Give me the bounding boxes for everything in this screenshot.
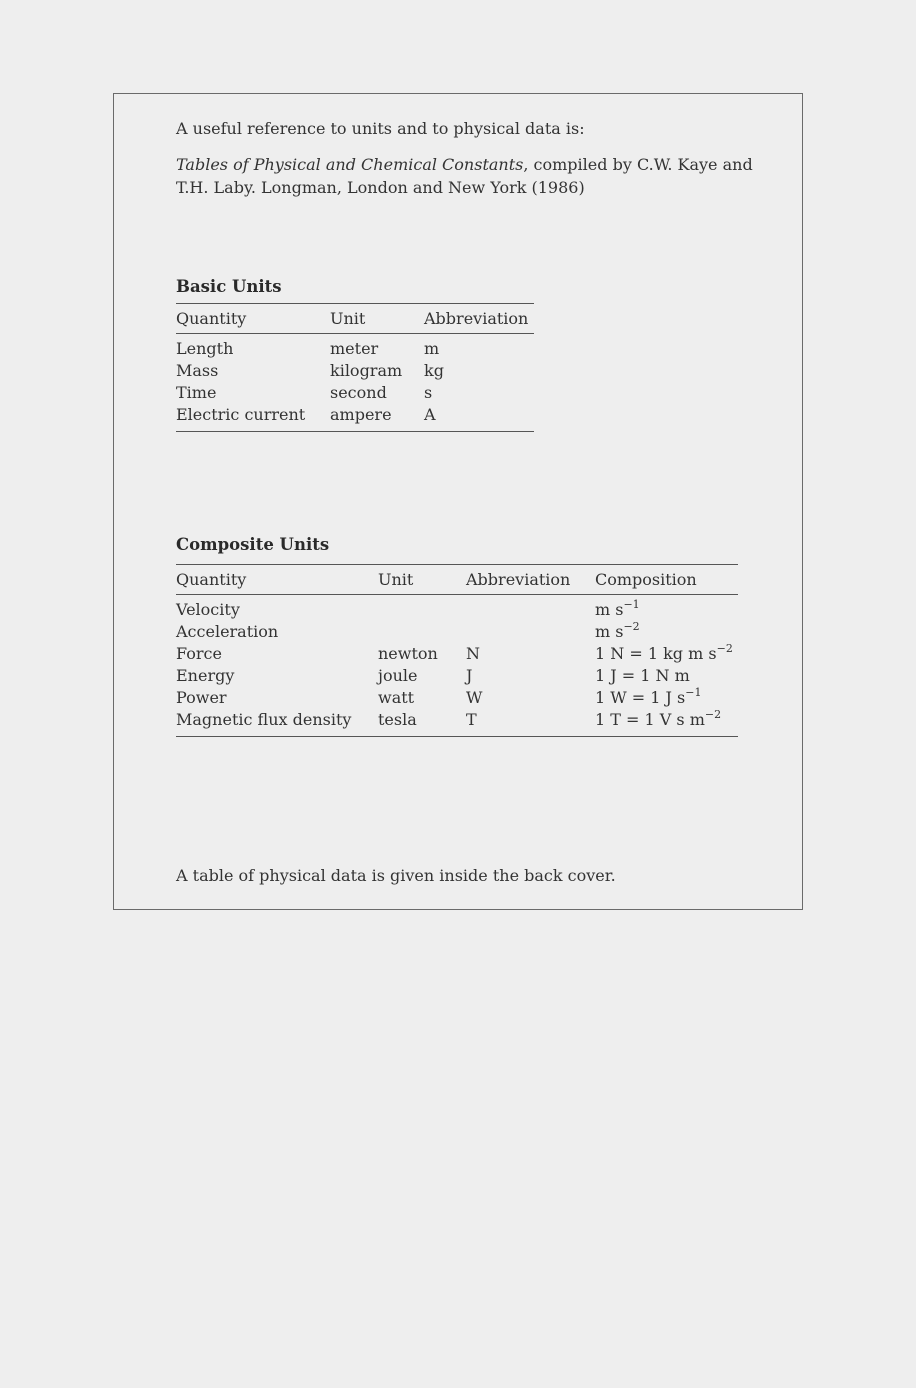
cell-quantity: Magnetic flux density xyxy=(176,710,352,729)
column-header: Composition xyxy=(595,570,697,589)
citation-line2: T.H. Laby. Longman, London and New York (1986) xyxy=(176,178,585,197)
column-header: Unit xyxy=(378,570,414,589)
cell-quantity: Acceleration xyxy=(176,622,279,641)
column-header: Unit xyxy=(330,309,366,328)
cell-abbr: kg xyxy=(424,361,444,380)
composite-units-table xyxy=(176,564,738,737)
composition-base: 1 W = 1 J s xyxy=(595,688,686,707)
cell-abbr: A xyxy=(424,405,436,424)
cell-unit: ampere xyxy=(330,405,392,424)
basic-units-table xyxy=(176,303,534,432)
citation-line1: , compiled by C.W. Kaye and xyxy=(523,155,753,174)
cell-unit: meter xyxy=(330,339,379,358)
cell-unit xyxy=(378,621,466,643)
table-row xyxy=(176,595,738,622)
composition-base: 1 N = 1 kg m s xyxy=(595,644,717,663)
table-row xyxy=(176,360,534,382)
citation-title: Tables of Physical and Chemical Constants xyxy=(176,155,524,174)
cell-composition xyxy=(595,665,738,687)
cell-abbr: s xyxy=(424,383,433,402)
column-header: Abbreviation xyxy=(424,309,529,328)
cell-abbr xyxy=(466,595,595,622)
intro-text: A useful reference to units and to physical data is: xyxy=(176,119,585,138)
cell-quantity: Electric current xyxy=(176,405,306,424)
cell-quantity: Length xyxy=(176,339,234,358)
composite-units-header-row xyxy=(176,565,738,595)
cell-unit: tesla xyxy=(378,710,417,729)
table-row xyxy=(176,709,738,737)
table-row xyxy=(176,687,738,709)
cell-abbr: J xyxy=(466,666,473,685)
cell-abbr xyxy=(466,621,595,643)
composition-exponent: −1 xyxy=(623,597,640,611)
cell-abbr: N xyxy=(466,644,480,663)
column-header: Abbreviation xyxy=(466,570,571,589)
cell-unit: kilogram xyxy=(330,361,403,380)
cell-quantity: Power xyxy=(176,688,227,707)
table-row xyxy=(176,382,534,404)
closing-text: A table of physical data is given inside the back cover. xyxy=(176,866,616,885)
cell-composition xyxy=(595,687,738,709)
table-row xyxy=(176,665,738,687)
cell-composition xyxy=(595,709,738,737)
composition-exponent: −2 xyxy=(704,707,722,721)
cell-abbr: T xyxy=(466,710,477,729)
cell-composition xyxy=(595,595,738,622)
composition-base: 1 J = 1 N m xyxy=(595,666,690,685)
composite-units-heading: Composite Units xyxy=(176,535,330,554)
basic-units-heading: Basic Units xyxy=(176,277,282,296)
cell-composition xyxy=(595,621,738,643)
cell-abbr: m xyxy=(424,339,440,358)
composition-base: m s xyxy=(595,622,624,641)
composition-base: m s xyxy=(595,600,624,619)
cell-abbr: W xyxy=(466,688,483,707)
table-row xyxy=(176,643,738,665)
cell-quantity: Mass xyxy=(176,361,219,380)
composition-exponent: −1 xyxy=(685,685,702,699)
table-row xyxy=(176,621,738,643)
cell-unit xyxy=(378,595,466,622)
page-frame xyxy=(113,93,803,910)
cell-composition xyxy=(595,643,738,665)
cell-unit: newton xyxy=(378,644,438,663)
table-row xyxy=(176,404,534,432)
column-header: Quantity xyxy=(176,309,247,328)
composition-exponent: −2 xyxy=(716,641,733,655)
citation xyxy=(176,153,753,199)
table-row xyxy=(176,334,534,361)
cell-unit: watt xyxy=(378,688,415,707)
cell-quantity: Time xyxy=(176,383,217,402)
cell-quantity: Velocity xyxy=(176,600,240,619)
basic-units-header-row xyxy=(176,304,534,334)
cell-quantity: Energy xyxy=(176,666,235,685)
composition-base: 1 T = 1 V s m xyxy=(595,710,705,729)
cell-unit: joule xyxy=(378,666,418,685)
cell-quantity: Force xyxy=(176,644,222,663)
composition-exponent: −2 xyxy=(623,619,640,633)
column-header: Quantity xyxy=(176,570,247,589)
cell-unit: second xyxy=(330,383,387,402)
